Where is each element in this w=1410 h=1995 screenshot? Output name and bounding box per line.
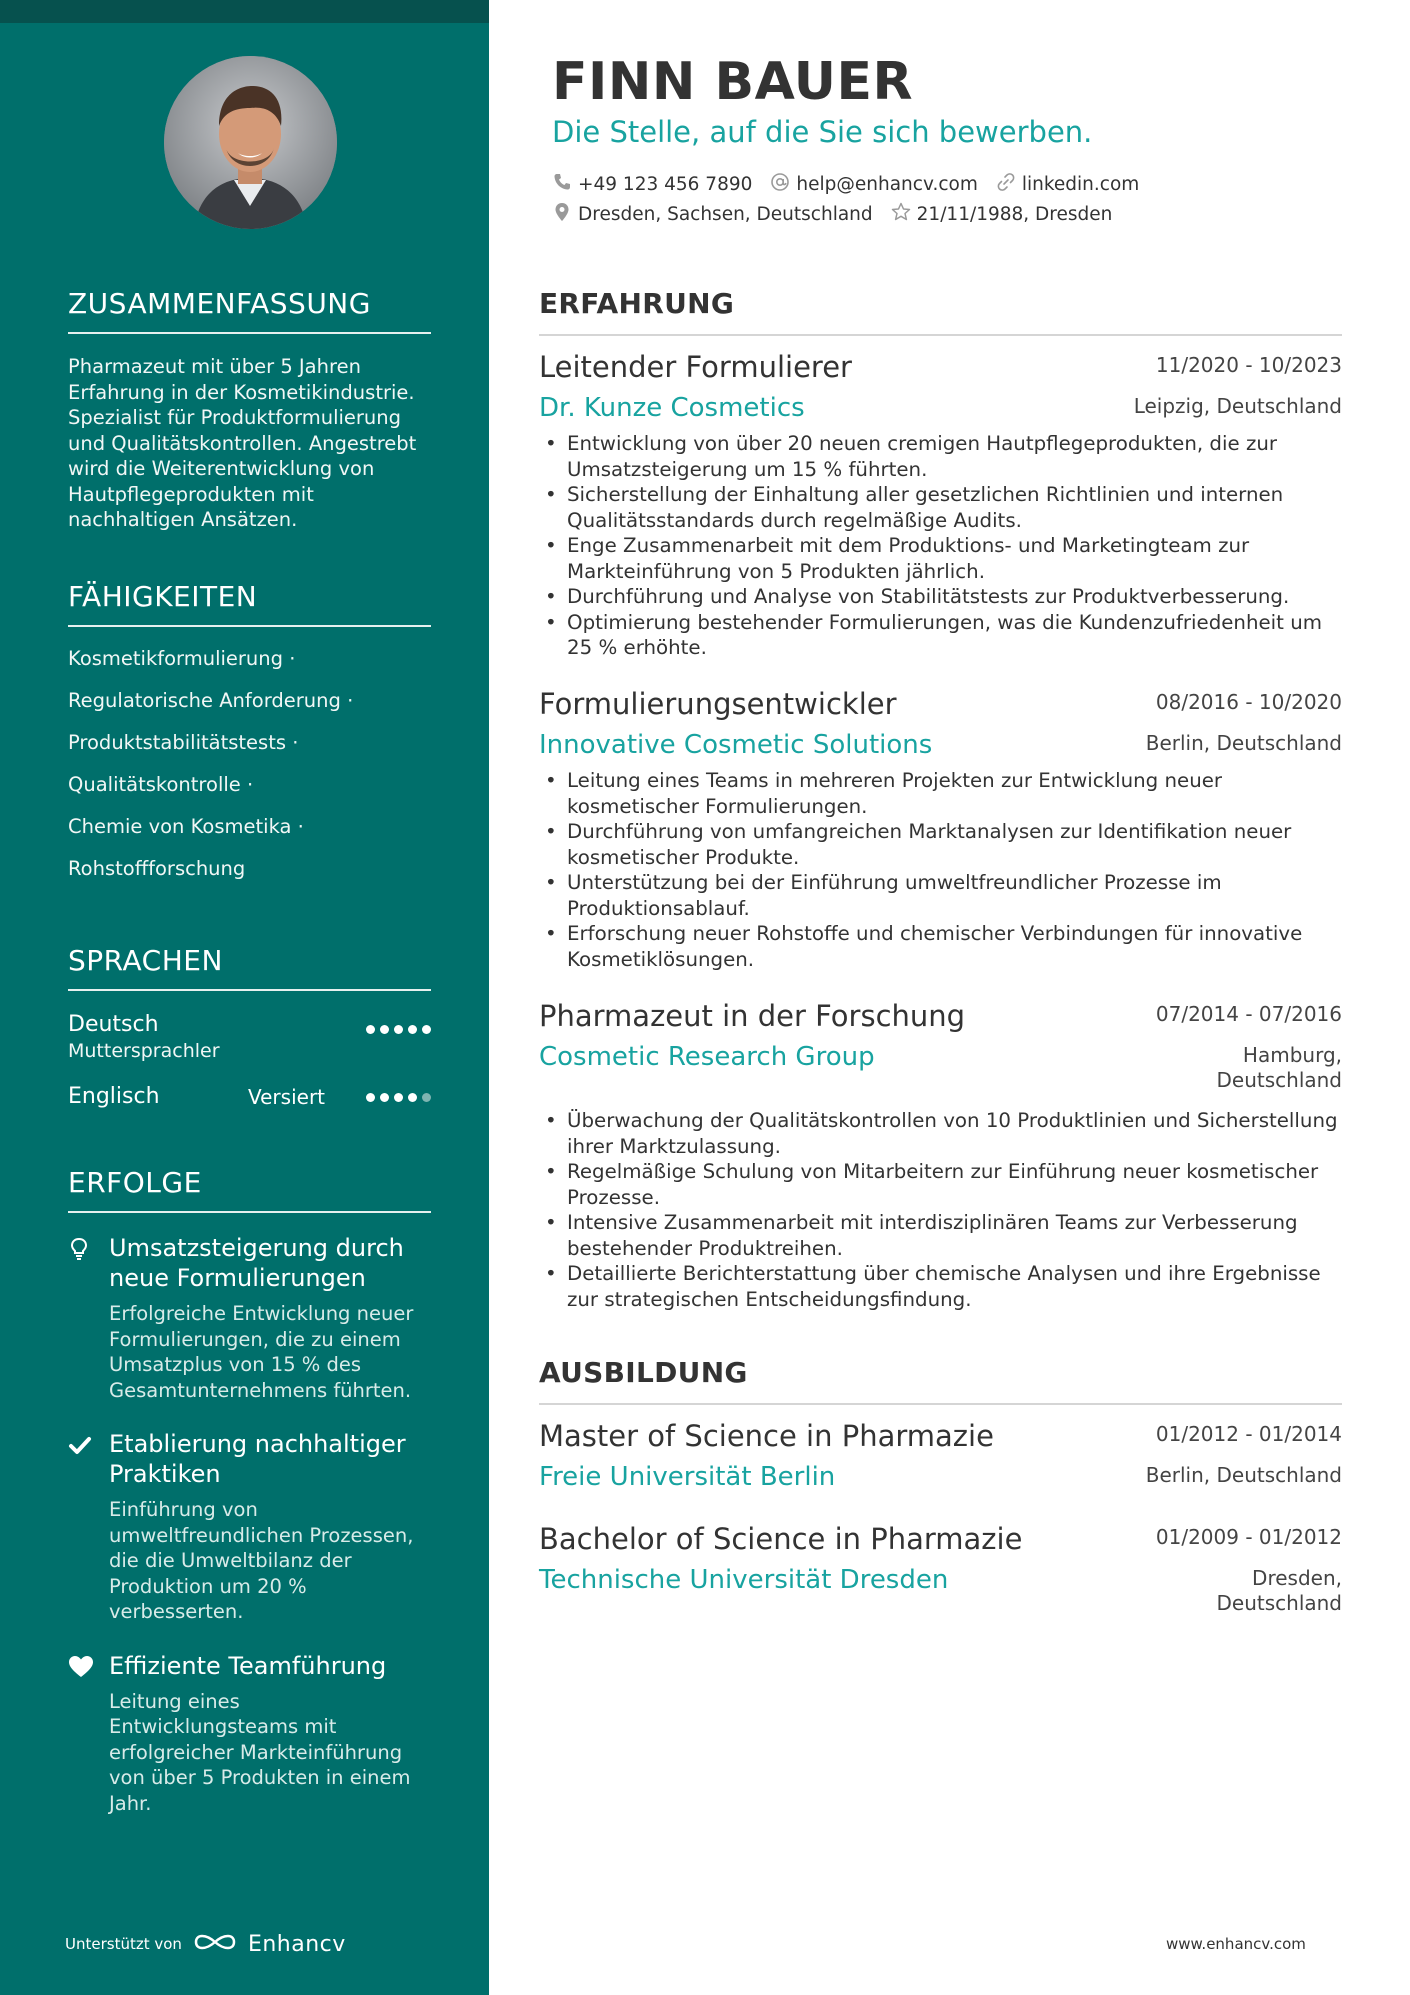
education-dates: 01/2012 - 01/2014 [1155, 1422, 1342, 1446]
skills-heading: FÄHIGKEITEN [68, 580, 431, 627]
at-icon [770, 172, 790, 197]
job-dates: 07/2014 - 07/2016 [1155, 1002, 1342, 1026]
achievement-item [68, 1429, 431, 1625]
job-location: Leipzig, Deutschland [1133, 394, 1342, 418]
sidebar [0, 0, 489, 1995]
achievement-text: Erfolgreiche Entwicklung neuer Formulierungen, die zu einem Umsatzplus von 15 % des Gesamtunternehmens führten. [109, 1302, 414, 1402]
skill-item: Qualitätskontrolle · [68, 773, 254, 796]
language-item-englisch [68, 1083, 431, 1149]
job-title: Formulierungsentwickler [539, 687, 897, 721]
language-level: Versiert [248, 1085, 326, 1109]
job-item [539, 998, 1342, 1312]
powered-by [65, 1930, 346, 1958]
education-item [539, 1521, 1342, 1615]
job-bullets [539, 431, 1342, 661]
job-location-line: Hamburg, [1242, 1043, 1342, 1067]
education-location: Berlin, Deutschland [1145, 1463, 1342, 1487]
phone-text: +49 123 456 7890 [578, 174, 753, 195]
achievement-item [68, 1651, 431, 1817]
bullet-item: • Intensive Zusammenarbeit mit interdisziplinären Teams zur Verbesserung bestehender Produktreihen. [539, 1210, 1342, 1261]
contact-email[interactable] [770, 172, 977, 197]
languages-heading: SPRACHEN [68, 944, 431, 991]
sidebar-top-bar [0, 0, 489, 23]
phone-icon [552, 172, 572, 197]
language-rating [366, 1093, 431, 1102]
experience-heading: ERFAHRUNG [539, 287, 1342, 336]
skill-item: Produktstabilitätstests · [68, 731, 299, 754]
job-location [1217, 1043, 1343, 1093]
star-icon [891, 202, 911, 227]
birth-text: 21/11/1988, Dresden [916, 204, 1113, 225]
lightbulb-icon [68, 1237, 94, 1263]
language-level: Muttersprachler [68, 1040, 220, 1062]
job-title: Leitender Formulierer [539, 350, 852, 384]
education-location-line: Deutschland [1216, 1591, 1342, 1615]
job-title: Pharmazeut in der Forschung [539, 999, 966, 1033]
summary-section [68, 287, 431, 533]
powered-by-label: Unterstützt von [65, 1935, 182, 1953]
job-item [539, 686, 1342, 972]
skills-section [68, 580, 431, 899]
language-name: Deutsch [68, 1012, 159, 1037]
contact-birth [891, 202, 1113, 227]
education-location-line: Dresden, [1252, 1566, 1342, 1590]
achievements-section [68, 1166, 431, 1842]
job-company: Innovative Cosmetic Solutions [539, 730, 933, 760]
achievements-heading: ERFOLGE [68, 1166, 431, 1213]
check-icon [68, 1433, 94, 1459]
bullet-item: • Durchführung von umfangreichen Marktanalysen zur Identifikation neuer kosmetischer Produkte. [539, 819, 1342, 870]
contact-location [552, 202, 873, 227]
achievement-title: Umsatzsteigerung durch neue Formulierungen [109, 1234, 404, 1292]
job-bullets [539, 768, 1342, 972]
bullet-item: • Entwicklung von über 20 neuen cremigen Hautpflegeprodukten, die zur Umsatzsteigerung um 15 % führten. [539, 431, 1342, 482]
languages-section [68, 944, 431, 1149]
job-item [539, 349, 1342, 661]
linkedin-text: linkedin.com [1021, 174, 1140, 195]
language-item-deutsch [68, 1011, 431, 1077]
job-company: Cosmetic Research Group [539, 1042, 875, 1072]
skill-item: Rohstoffforschung [68, 857, 246, 880]
summary-text: Pharmazeut mit über 5 Jahren Erfahrung in der Kosmetikindustrie. Spezialist für Produktformulierung und Qualitätskontrollen. Angestrebt wird die Weiterentwicklung von Hautpflegeprodukten mit nachhaltigen Ansätzen. [68, 355, 417, 531]
email-text: help@enhancv.com [796, 174, 978, 195]
bullet-item: • Regelmäßige Schulung von Mitarbeitern zur Einführung neuer kosmetischer Prozesse. [539, 1159, 1342, 1210]
education-dates: 01/2009 - 01/2012 [1155, 1525, 1342, 1549]
job-dates: 08/2016 - 10/2020 [1155, 690, 1342, 714]
bullet-item: • Optimierung bestehender Formulierungen, was die Kundenzufriedenheit um 25 % erhöhte. [539, 610, 1342, 661]
education-item [539, 1418, 1342, 1494]
bullet-item: • Detaillierte Berichterstattung über chemische Analysen und ihre Ergebnisse zur strategischen Entscheidungsfindung. [539, 1261, 1342, 1312]
footer-url[interactable]: www.enhancv.com [1166, 1935, 1306, 1953]
bullet-item: • Leitung eines Teams in mehreren Projekten zur Entwicklung neuer kosmetischer Formulierungen. [539, 768, 1342, 819]
degree-title: Master of Science in Pharmazie [539, 1419, 994, 1453]
language-rating [366, 1025, 431, 1034]
achievement-text: Einführung von umweltfreundlichen Prozessen, die die Umweltbilanz der Produktion um 20 % verbesserten. [109, 1498, 414, 1623]
contact-row-2 [552, 202, 1112, 227]
achievement-text: Leitung eines Entwicklungsteams mit erfolgreicher Markteinführung von über 5 Produkten in einem Jahr. [109, 1689, 411, 1815]
bullet-item: • Erforschung neuer Rohstoffe und chemischer Verbindungen für innovative Kosmetiklösungen. [539, 921, 1342, 972]
candidate-name: FINN BAUER [552, 52, 914, 112]
candidate-role: Die Stelle, auf die Sie sich bewerben. [552, 115, 1093, 149]
degree-title: Bachelor of Science in Pharmazie [539, 1522, 1023, 1556]
contact-row-1 [552, 172, 1139, 197]
enhancv-brand: Enhancv [247, 1931, 346, 1957]
summary-heading: ZUSAMMENFASSUNG [68, 287, 431, 334]
bullet-item: • Überwachung der Qualitätskontrollen von 10 Produktlinien und Sicherstellung ihrer Marktzulassung. [539, 1108, 1342, 1159]
education-location [1217, 1566, 1343, 1616]
location-text: Dresden, Sachsen, Deutschland [578, 204, 873, 225]
profile-photo [164, 56, 337, 229]
job-bullets [539, 1108, 1342, 1312]
job-location-line: Deutschland [1216, 1068, 1342, 1092]
skill-item: Kosmetikformulierung · [68, 647, 296, 670]
school-name: Technische Universität Dresden [539, 1565, 949, 1595]
enhancv-logo-icon [192, 1930, 238, 1958]
job-company: Dr. Kunze Cosmetics [539, 393, 805, 423]
skill-item: Chemie von Kosmetika · [68, 815, 304, 838]
job-dates: 11/2020 - 10/2023 [1155, 353, 1342, 377]
bullet-item: • Unterstützung bei der Einführung umweltfreundlicher Prozesse im Produktionsablauf. [539, 870, 1342, 921]
language-name: Englisch [68, 1084, 160, 1109]
school-name: Freie Universität Berlin [539, 1462, 836, 1492]
job-location: Berlin, Deutschland [1145, 731, 1342, 755]
location-pin-icon [552, 202, 572, 227]
contact-phone [552, 172, 752, 197]
bullet-item: • Enge Zusammenarbeit mit dem Produktions- und Marketingteam zur Markteinführung von 5 Produkten jährlich. [539, 533, 1342, 584]
skill-item: Regulatorische Anforderung · [68, 689, 354, 712]
heart-icon [68, 1655, 94, 1681]
bullet-item: • Durchführung und Analyse von Stabilitätstests zur Produktverbesserung. [539, 584, 1342, 610]
link-icon [996, 172, 1016, 197]
achievement-title: Effiziente Teamführung [109, 1651, 387, 1680]
bullet-item: • Sicherstellung der Einhaltung aller gesetzlichen Richtlinien und internen Qualitätsstandards durch regelmäßige Audits. [539, 482, 1342, 533]
education-heading: AUSBILDUNG [539, 1356, 1342, 1405]
achievement-item [68, 1233, 431, 1403]
achievement-title: Etablierung nachhaltiger Praktiken [109, 1430, 406, 1488]
contact-linkedin[interactable] [996, 172, 1139, 197]
